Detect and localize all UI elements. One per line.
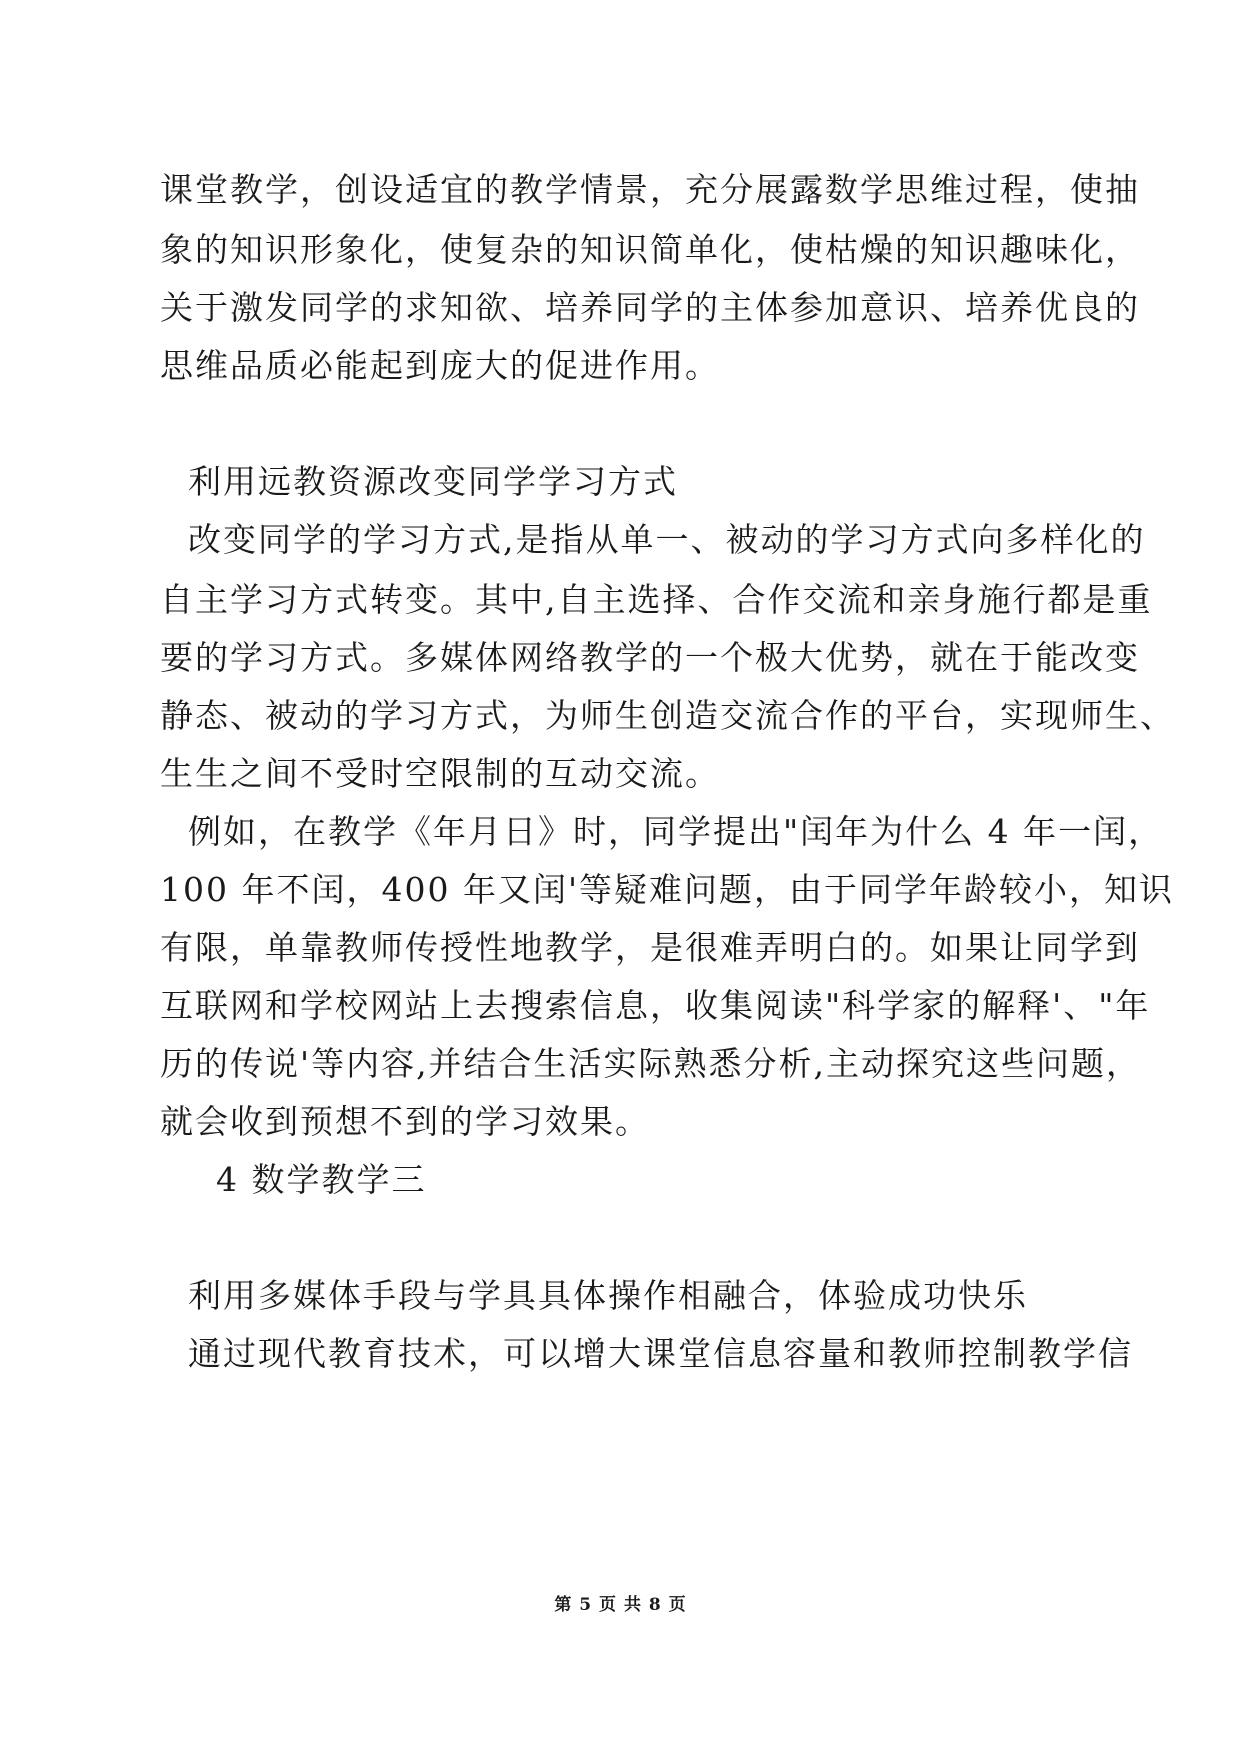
section-heading: 利用远教资源改变同学学习方式 xyxy=(188,462,678,501)
body-text-line: 就会收到预想不到的学习效果。 xyxy=(160,1102,650,1141)
body-text-line: 互联网和学校网站上去搜索信息，收集阅读"科学家的解释'、"年 xyxy=(160,986,1151,1025)
body-text-line: 思维品质必能起到庞大的促进作用。 xyxy=(160,346,720,385)
body-text-line: 课堂教学，创设适宜的教学情景，充分展露数学思维过程，使抽 xyxy=(160,170,1140,209)
body-text-line: 自主学习方式转变。其中,自主选择、合作交流和亲身施行都是重 xyxy=(160,580,1153,619)
body-text-line: 静态、被动的学习方式，为师生创造交流合作的平台，实现师生、 xyxy=(160,696,1175,735)
section-heading: 4 数学教学三 xyxy=(216,1160,427,1199)
body-text-line: 100 年不闰，400 年又闰'等疑难问题，由于同学年龄较小，知识 xyxy=(160,870,1175,909)
body-text-line: 有限，单靠教师传授性地教学，是很难弄明白的。如果让同学到 xyxy=(160,928,1140,967)
body-text-line: 象的知识形象化，使复杂的知识简单化，使枯燥的知识趣味化， xyxy=(160,230,1140,269)
page-number-footer: 第 5 页 共 8 页 xyxy=(554,1595,687,1615)
section-heading: 利用多媒体手段与学具具体操作相融合，体验成功快乐 xyxy=(188,1276,1028,1315)
body-text-line: 要的学习方式。多媒体网络教学的一个极大优势，就在于能改变 xyxy=(160,638,1140,677)
body-text-line: 关于激发同学的求知欲、培养同学的主体参加意识、培养优良的 xyxy=(160,288,1140,327)
body-text-line: 通过现代教育技术，可以增大课堂信息容量和教师控制教学信 xyxy=(188,1334,1133,1373)
body-text-line: 生生之间不受时空限制的互动交流。 xyxy=(160,754,720,793)
body-text-line: 例如，在教学《年月日》时，同学提出"闰年为什么 4 年一闰， xyxy=(188,812,1164,851)
body-text-line: 历的传说'等内容,并结合生活实际熟悉分析,主动探究这些问题， xyxy=(160,1044,1142,1083)
body-text-line: 改变同学的学习方式,是指从单一、被动的学习方式向多样化的 xyxy=(188,520,1146,559)
